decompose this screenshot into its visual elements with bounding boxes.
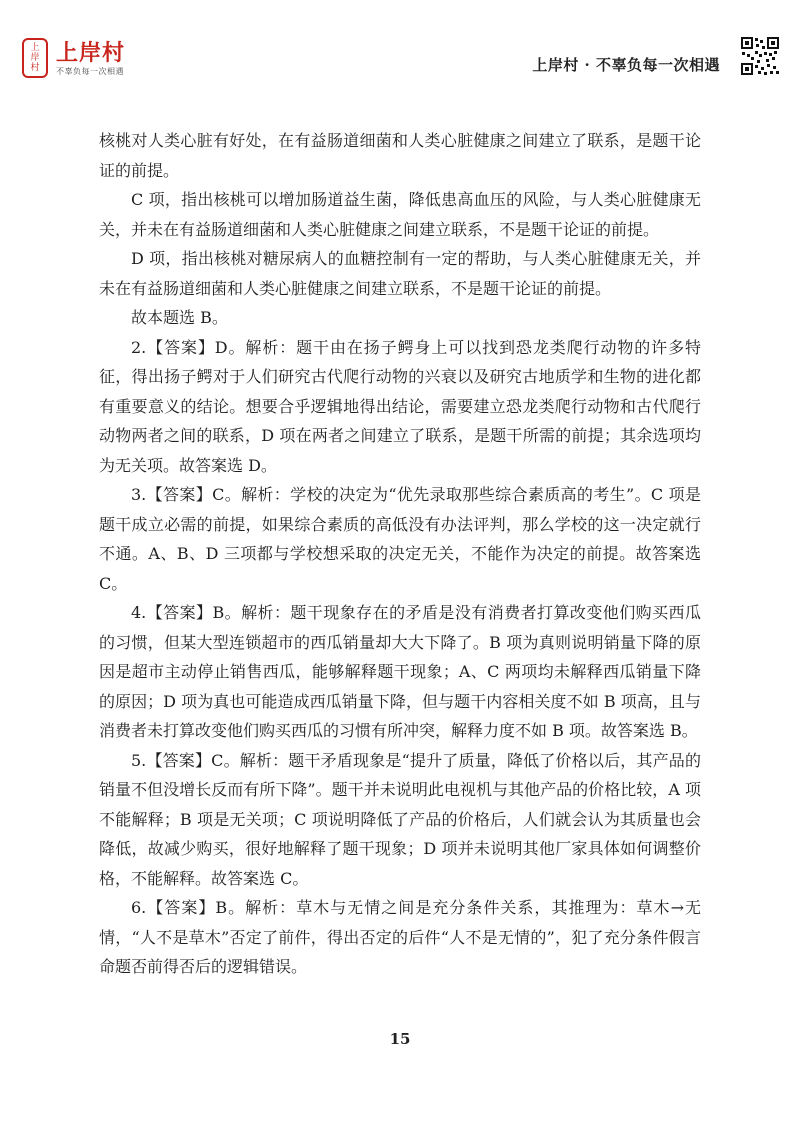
answer-item-2: 2.【答案】D。解析：题干由在扬子鳄身上可以找到恐龙类爬行动物的许多特征，得出扬子鳄对于人们研究古代爬行动物的兴衰以及研究古地质学和生物的进化都有重要意义的结论。想要合乎逻辑地得出结论，需要建立恐龙类爬行动物和古代爬行动物两者之间的联系，D 项在两者之间建立了联系，是题干所需的前提；其余选项均为无关项。故答案选 D。 [99,337,701,475]
body-paragraph: 核桃对人类心脏有好处，在有益肠道细菌和人类心脏健康之间建立了联系，是题干论证的前提。 [99,131,701,180]
page-number: 15 [389,1030,411,1048]
answer-item-3: 3.【答案】C。解析：学校的决定为“优先录取那些综合素质高的考生”。C 项是题干成立必需的前提，如果综合素质的高低没有办法评判，那么学校的这一决定就行不通。A、B、D 三项都与学校想采取的决定无关，不能作为决定的前提。故答案选 C。 [99,485,701,593]
brand-seal-logo: 上 岸 村 [22,38,48,78]
body-paragraph: 故本题选 B。 [131,308,228,327]
qr-code-icon [740,36,780,76]
answer-item-4: 4.【答案】B。解析：题干现象存在的矛盾是没有消费者打算改变他们购买西瓜的习惯，但某大型连锁超市的西瓜销量却大大下降了。B 项为真则说明销量下降的原因是超市主动停止销售西瓜，能够解释题干现象；A、C 两项均未解释西瓜销量下降的原因；D 项为真也可能造成西瓜销量下降，但与题干内容相关度不如 B 项高，且与消费者未打算改变他们购买西瓜的习惯有所冲突，解释力度不如 B 项。故答案选 B。 [99,603,701,740]
answer-explanation-body [99,126,701,982]
body-paragraph: D 项，指出核桃对糖尿病人的血糖控制有一定的帮助，与人类心脏健康无关，并未在有益肠道细菌和人类心脏健康之间建立联系，不是题干论证的前提。 [99,249,701,298]
header-tagline: 上岸村 · 不辜负每一次相遇 [532,56,720,74]
body-paragraph: C 项，指出核桃可以增加肠道益生菌，降低患高血压的风险，与人类心脏健康无关，并未在有益肠道细菌和人类心脏健康之间建立联系，不是题干论证的前提。 [99,190,701,239]
answer-item-6: 6.【答案】B。解析：草木与无情之间是充分条件关系，其推理为：草木→无情，“人不是草木”否定了前件，得出否定的后件“人不是无情的”，犯了充分条件假言命题否前得否后的逻辑错误。 [99,898,701,976]
page-header [0,0,800,100]
answer-item-5: 5.【答案】C。解析：题干矛盾现象是“提升了质量，降低了价格以后，其产品的销量不但没增长反而有所下降”。题干并未说明此电视机与其他产品的价格比较，A 项不能解释；B 项是无关项；C 项说明降低了产品的价格后，人们就会认为其质量也会降低，故减少购买，很好地解释了题干现象；D 项并未说明其他厂家具体如何调整价格，不能解释。故答案选 C。 [99,750,701,888]
brand-name: 上岸村 [56,41,126,66]
brand-slogan: 不辜负每一次相遇 [56,67,124,76]
